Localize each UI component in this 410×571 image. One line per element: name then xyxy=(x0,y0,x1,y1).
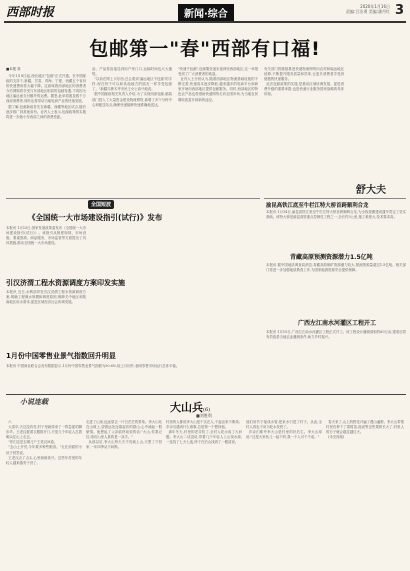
issue-date: 2020年1月16日 责编:吕洁勇 美编:潘丹红 xyxy=(346,4,390,14)
serial-column-1: 六 大清早,天还没有亮,村子里就传来了一阵急促的脚步声。王老汉披着衣服推开门,只见几个年轻人扛着锄头往山上走去。 "你们这是去哪儿?"王老汉问道。 "去山上开荒,今年要多种些粮食。"走在前面的小伙子回答说。 王老汉点了点头,心里暗暗高兴。这些年村里的年轻人越来越有干劲了。 xyxy=(6,420,82,465)
masthead xyxy=(4,3,406,23)
right-body-2: 本报讯 据中国地质调查局消息,青藏高原铜矿资源潜力较大,预测资源量超过1.5亿吨。相关部门将进一步加强地质勘查工作,为国家能源资源安全提供保障。 xyxy=(266,263,406,273)
serial-author: ■刘胜利 xyxy=(196,413,212,418)
right-title-3: 广西左江南水河灌区工程开工 xyxy=(298,320,377,327)
news-bar-logo: 全国短波 xyxy=(88,200,114,209)
serial-section-logo: 小说连载 xyxy=(20,398,48,406)
news-body-1: 本报讯 1月15日,国家发展改革委发布《全国统一大市场建设指引(试行)》。该指引从制度规则、市场设施、要素资源、商品服务、市场监管等方面提出了具体措施,推动全国统一大市场建设。 xyxy=(6,226,86,246)
news-body-3: 本报讯 中国商业联合会发布数据显示,1月份中国零售业景气指数为50.6%,较上月回升,表明零售市场运行总体平稳。 xyxy=(6,364,180,368)
page-number: 3 xyxy=(394,3,404,18)
serial-episode: (6) xyxy=(203,407,211,413)
news-title-1: 《全国统一大市场建设指引(试行)》发布 xyxy=(28,213,163,222)
serial-column-2: 走进了山里,远远望去一片白茫茫的景象。李大山站在山坡上,望着远处连绵起伏的群山,心中涌起一股豪情。他想起了父亲临终前说的话:"大山,你要记住,咱们山里人靠的是一双手。" 从那以后,李大山每天天不亮就上山,天黑了才回家,一年四季从不间断。 xyxy=(86,420,162,450)
right-title-1: 渝昆高铁江底至牛栏江特大桥首跨顺利合龙 xyxy=(266,203,369,209)
main-headline: 包邮第一"春"西部有口福! xyxy=(89,38,321,60)
brand-logo: 舒大夫 xyxy=(356,185,386,196)
divider xyxy=(6,198,260,199)
news-title-2: 引汉济渭工程水资源调度方案印发实施 xyxy=(6,279,125,287)
serial-column-3: 村里的人都说李大山是个实在人,干起活来不要命。乡亲们遇到什么难事,总是第一个想到他。 那年冬天,村里的老井枯了,全村人吃水成了大问题。李大山二话没说,带着几个年轻人上山找水源,一连找了七天七夜,终于在后山找到了一眼清泉。 xyxy=(166,420,242,445)
lead-column-2: 品、产品将直接送到用户家门口,运输时间也大大缩短。 "以前在网上买东西,总会看到'偏远地区不包邮'的字样,现在终于可以和其他地方的朋友一样享受包邮了。"新疆乌鲁木齐市民王女士高兴地说。 据中国邮政相关负责人介绍,为了实现西部包邮,邮政部门投入了大量资金建设物流网络,新增了多个分拣中心和配送站点,确保快递能够快速准确地送达。 xyxy=(92,67,172,107)
serial-column-5: 春天来了,山上的野花开遍了漫山遍野。李大山带领村民们种下了果树苗,他说等这些果树长大了,村里人的日子就会越过越红火。 (未完待续) xyxy=(326,420,404,440)
divider xyxy=(6,394,406,395)
section-tag: 新闻·综合 xyxy=(178,4,234,21)
news-body-2: 本报讯 近日,水利部印发引汉济渭工程水资源调度方案,明确工程调水规模和调度原则,保障关中地区和陕南地区用水需求,促进区域经济社会协调发展。 xyxy=(6,290,86,305)
lead-column-4: 有关部门将继续推进快递物流网络向农村和偏远地区延伸,不断提升服务质量和效率,让更多消费者享受到便捷的快递服务。 此次包邮政策的实施,是推动区域协调发展、促进消费升级的重要举措,也是快递行业服务国家战略的具体体现。 xyxy=(264,67,344,97)
divider xyxy=(264,198,406,199)
right-body-3: 本报讯 1月15日,广西左江南水河灌区工程正式开工。该工程设计灌溉面积约60万亩,建成后将有效改善当地农业灌溉条件,助力乡村振兴。 xyxy=(266,330,406,340)
right-title-2: 青藏高原预测资源潜力1.5亿吨 xyxy=(290,254,373,261)
news-title-3: 1月份中国零售业景气指数回升明显 xyxy=(6,352,116,360)
lead-column-1: 今年1月8日起,西北地区"包邮"正式开通。在中国邮政的支持下,新疆、甘肃、青海、宁夏、西藏五个省份的快递费用将大幅下降。这意味着西部地区的消费者今后网购将享受与东部地区相同的包邮待遇,不再因为地区偏远而支付额外的运费。据悉,此举将惠及数千万西部消费者,同时也将带动当地电商产业的快速发展。 据了解,包邮新政首先在新疆、西藏等地区试点,随后逐步推广到其他省份。业内人士表示,包邮政策的实施将进一步缩小东西部之间的消费差距。 xyxy=(6,74,86,119)
brand-box xyxy=(350,180,404,198)
right-body-1: 本报讯 1月14日,渝昆高铁江底至牛栏江特大桥首跨顺利合龙,为全线按期建成通车奠定了坚实基础。该特大桥是渝昆高铁重点控制性工程之一,全长约3公里,施工难度大,技术要求高。 xyxy=(266,210,406,220)
serial-column-4: 他们用竹子接成水管,把泉水引进了村子。从此,全村人再也不用为吃水发愁了。 乡亲们都夸李大山是村里的好后生。李大山却说:"这是大家伙儿一起干的,我一个人可干不成。" xyxy=(246,420,322,440)
lead-byline: ■本报 刘 xyxy=(6,67,21,71)
newspaper-logo: 西部时报 xyxy=(6,5,55,19)
lead-column-3: "快递不包邮",包邮服务逐步延伸至西部地区,这一举措受到了广大消费者的欢迎。 业内人士分析认为,随着西部地区物流基础设施的不断完善,快递成本逐步降低,越来越多的电商平台和商家开始向西部地区提供包邮服务。同时,西部地区的特色农产品也将借助快递网络走向全国市场,为当地农民增收致富开辟新的途径。 xyxy=(178,67,258,102)
serial-title-text: 大山兵 xyxy=(170,401,203,414)
